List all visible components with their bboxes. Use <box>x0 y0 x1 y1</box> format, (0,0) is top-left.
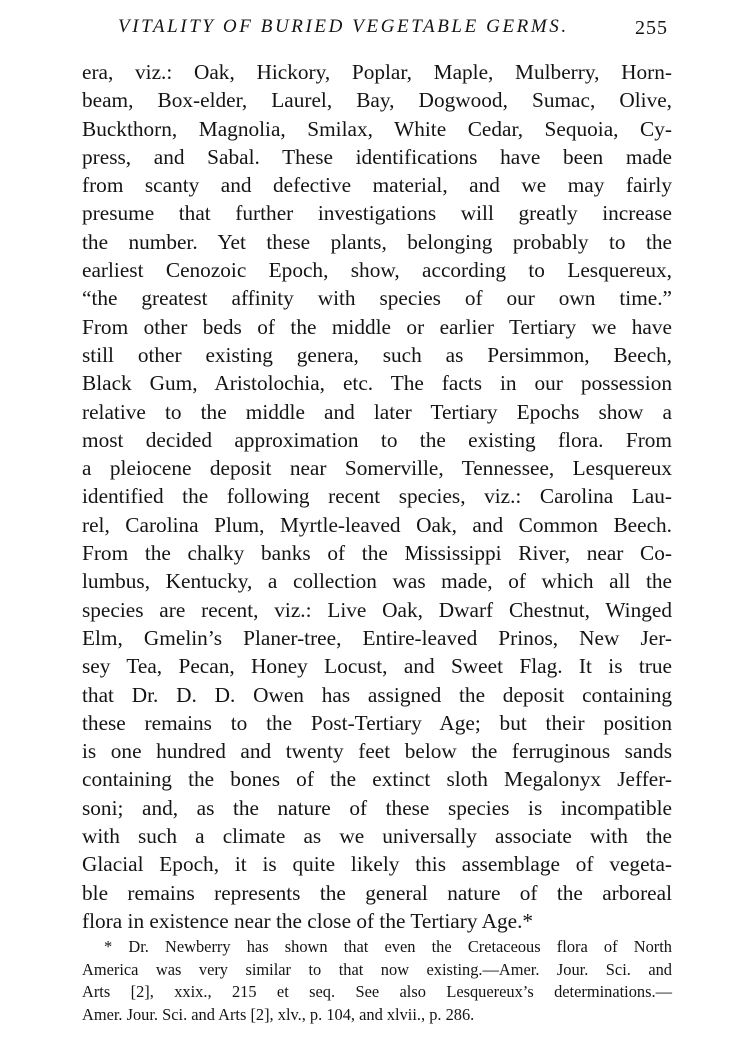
text-line: earliest Cenozoic Epoch, show, according to Lesquereux, <box>82 258 672 283</box>
footnote-line: Amer. Jour. Sci. and Arts [2], xlv., p. 104, and xlvii., p. 286. <box>82 1004 475 1024</box>
text-line: Buckthorn, Magnolia, Smilax, White Cedar, Sequoia, Cy- <box>82 116 672 141</box>
text-line: press, and Sabal. These identifications have been made <box>82 144 672 169</box>
text-line: these remains to the Post-Tertiary Age; but their position <box>82 710 672 735</box>
running-head <box>86 14 668 44</box>
text-line: Glacial Epoch, it is quite likely this assemblage of vegeta- <box>82 852 672 877</box>
text-line: Black Gum, Aristolochia, etc. The facts in our possession <box>82 371 672 396</box>
text-line: presume that further investigations will greatly increase <box>82 201 672 226</box>
text-line: from scanty and defective material, and we may fairly <box>82 173 672 198</box>
text-line: that Dr. D. D. Owen has assigned the deposit containing <box>82 682 672 707</box>
text-line: rel, Carolina Plum, Myrtle-leaved Oak, and Common Beech. <box>82 512 672 537</box>
footnote-line: America was very similar to that now existing.—Amer. Jour. Sci. and <box>82 959 672 979</box>
footnote-line: * Dr. Newberry has shown that even the Cretaceous flora of North <box>104 937 672 956</box>
text-line: relative to the middle and later Tertiary Epochs show a <box>82 399 672 424</box>
body-text <box>82 58 672 935</box>
text-line: still other existing genera, such as Persimmon, Beech, <box>82 342 672 367</box>
text-line: sey Tea, Pecan, Honey Locust, and Sweet Flag. It is true <box>82 654 672 679</box>
text-line: most decided approximation to the existing flora. From <box>82 427 672 452</box>
text-line: Elm, Gmelin’s Planer-tree, Entire-leaved Prinos, New Jer- <box>82 625 672 650</box>
text-line: containing the bones of the extinct sloth Megalonyx Jeffer- <box>82 767 672 792</box>
page-number: 255 <box>635 17 668 39</box>
text-line: the number. Yet these plants, belonging probably to the <box>82 229 672 254</box>
text-line: From the chalky banks of the Mississippi River, near Co- <box>82 541 672 566</box>
text-line: era, viz.: Oak, Hickory, Poplar, Maple, Mulberry, Horn- <box>82 60 672 84</box>
text-line: identified the following recent species, viz.: Carolina Lau- <box>82 484 672 509</box>
footnote-line: Arts [2], xxix., 215 et seq. See also Lesquereux’s determinations.— <box>82 982 672 1001</box>
text-line: From other beds of the middle or earlier Tertiary we have <box>82 314 672 339</box>
text-line: beam, Box-elder, Laurel, Bay, Dogwood, Sumac, Olive, <box>82 88 672 113</box>
text-line: species are recent, viz.: Live Oak, Dwarf Chestnut, Winged <box>82 597 672 622</box>
footnote <box>82 936 672 1026</box>
text-line: flora in existence near the close of the Tertiary Age.* <box>82 908 534 933</box>
text-line: “the greatest affinity with species of our own time.” <box>82 286 672 311</box>
text-line: a pleiocene deposit near Somerville, Tennessee, Lesquereux <box>82 456 672 481</box>
text-line: is one hundred and twenty feet below the ferruginous sands <box>82 739 672 764</box>
text-line: with such a climate as we universally associate with the <box>82 824 672 849</box>
text-line: lumbus, Kentucky, a collection was made, of which all the <box>82 569 672 594</box>
running-title: VITALITY OF BURIED VEGETABLE GERMS. <box>118 16 569 37</box>
text-line: ble remains represents the general nature of the arboreal <box>82 880 672 905</box>
text-line: soni; and, as the nature of these species is incompatible <box>82 795 672 820</box>
